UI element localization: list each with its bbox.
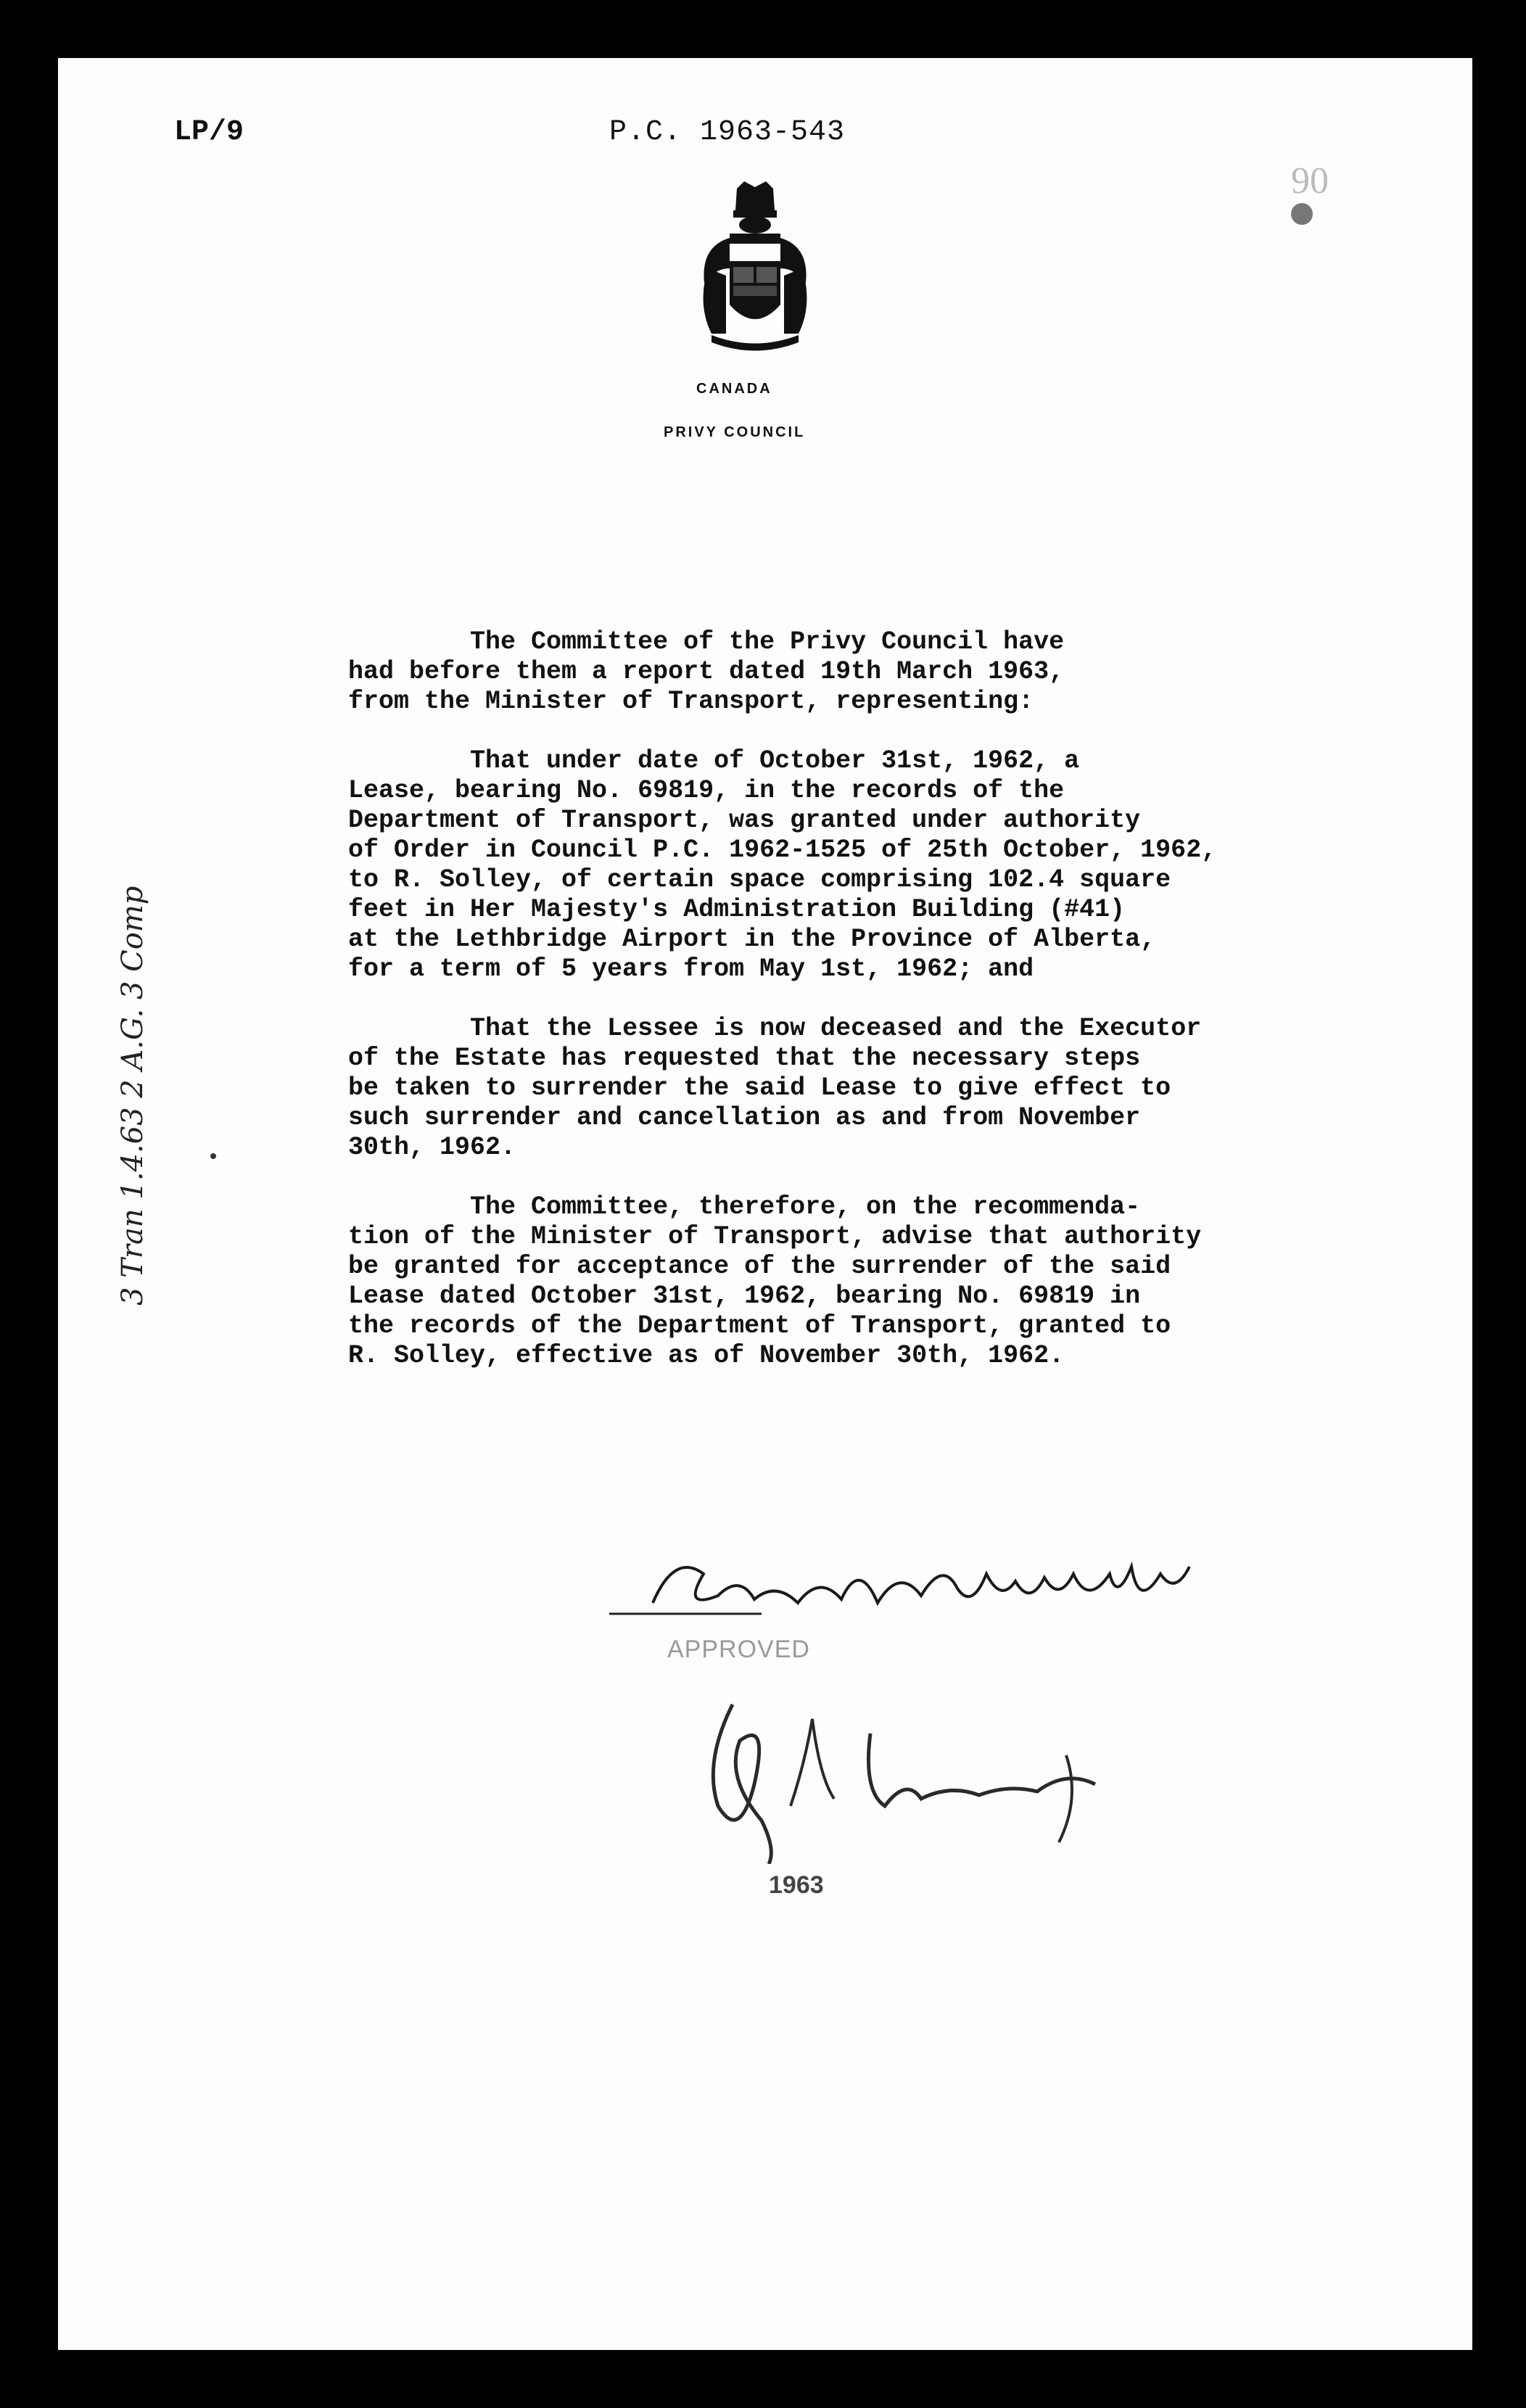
scan-speck bbox=[1291, 203, 1313, 225]
paragraph-recommendation: The Committee, therefore, on the recommenda- tion of the Minister of Transport, advise that authority be granted for acceptance of the surrender of the said Lease dated October 31st, 1962, bearing No. 69819 in the records of the Department of Transport, granted to R. Solley, effective as of November 30th, 1962. bbox=[348, 1192, 1202, 1370]
paragraph-intro: The Committee of the Privy Council have had before them a report dated 19th March 1963, from the Minister of Transport, representing: bbox=[348, 627, 1065, 716]
country-label: CANADA bbox=[696, 381, 772, 397]
file-reference: LP/9 bbox=[174, 116, 244, 149]
year-stamp: 1963 bbox=[769, 1871, 824, 1899]
order-number: P.C. 1963-543 bbox=[609, 116, 846, 149]
paragraph-lease: That under date of October 31st, 1962, a Lease, bearing No. 69819, in the records of the Department of Transport, was granted under authority of Order in Council P.C. 1962-1525 of 25th October, 1962, to R. Solley, of certain space comprising 102.4 square feet in Her Majesty's Administration Building (#41) at the Lethbridge Airport in the Province of Alberta, for a term of 5 years from May 1st, 1962; and bbox=[348, 746, 1217, 984]
paragraph-lessee: That the Lessee is now deceased and the Executor of the Estate has requested that the necessary steps be taken to surrender the said Lease to give effect to such surrender and cancellation as and from November 30th, 1962. bbox=[348, 1014, 1202, 1162]
signature-approval bbox=[689, 1675, 1124, 1864]
council-label: PRIVY COUNCIL bbox=[664, 424, 806, 440]
approved-stamp: APPROVED bbox=[667, 1636, 810, 1663]
page-number-stamp: 90 bbox=[1291, 160, 1329, 202]
document-page bbox=[58, 58, 1472, 2350]
signature-churchill bbox=[609, 1545, 1204, 1632]
handwritten-margin-note: 3 Tran 1.4.63 2 A.G. 3 Comp bbox=[116, 886, 149, 1306]
canada-coat-of-arms-icon bbox=[693, 181, 817, 355]
order-body bbox=[348, 627, 1364, 1401]
scan-speck bbox=[210, 1153, 216, 1159]
